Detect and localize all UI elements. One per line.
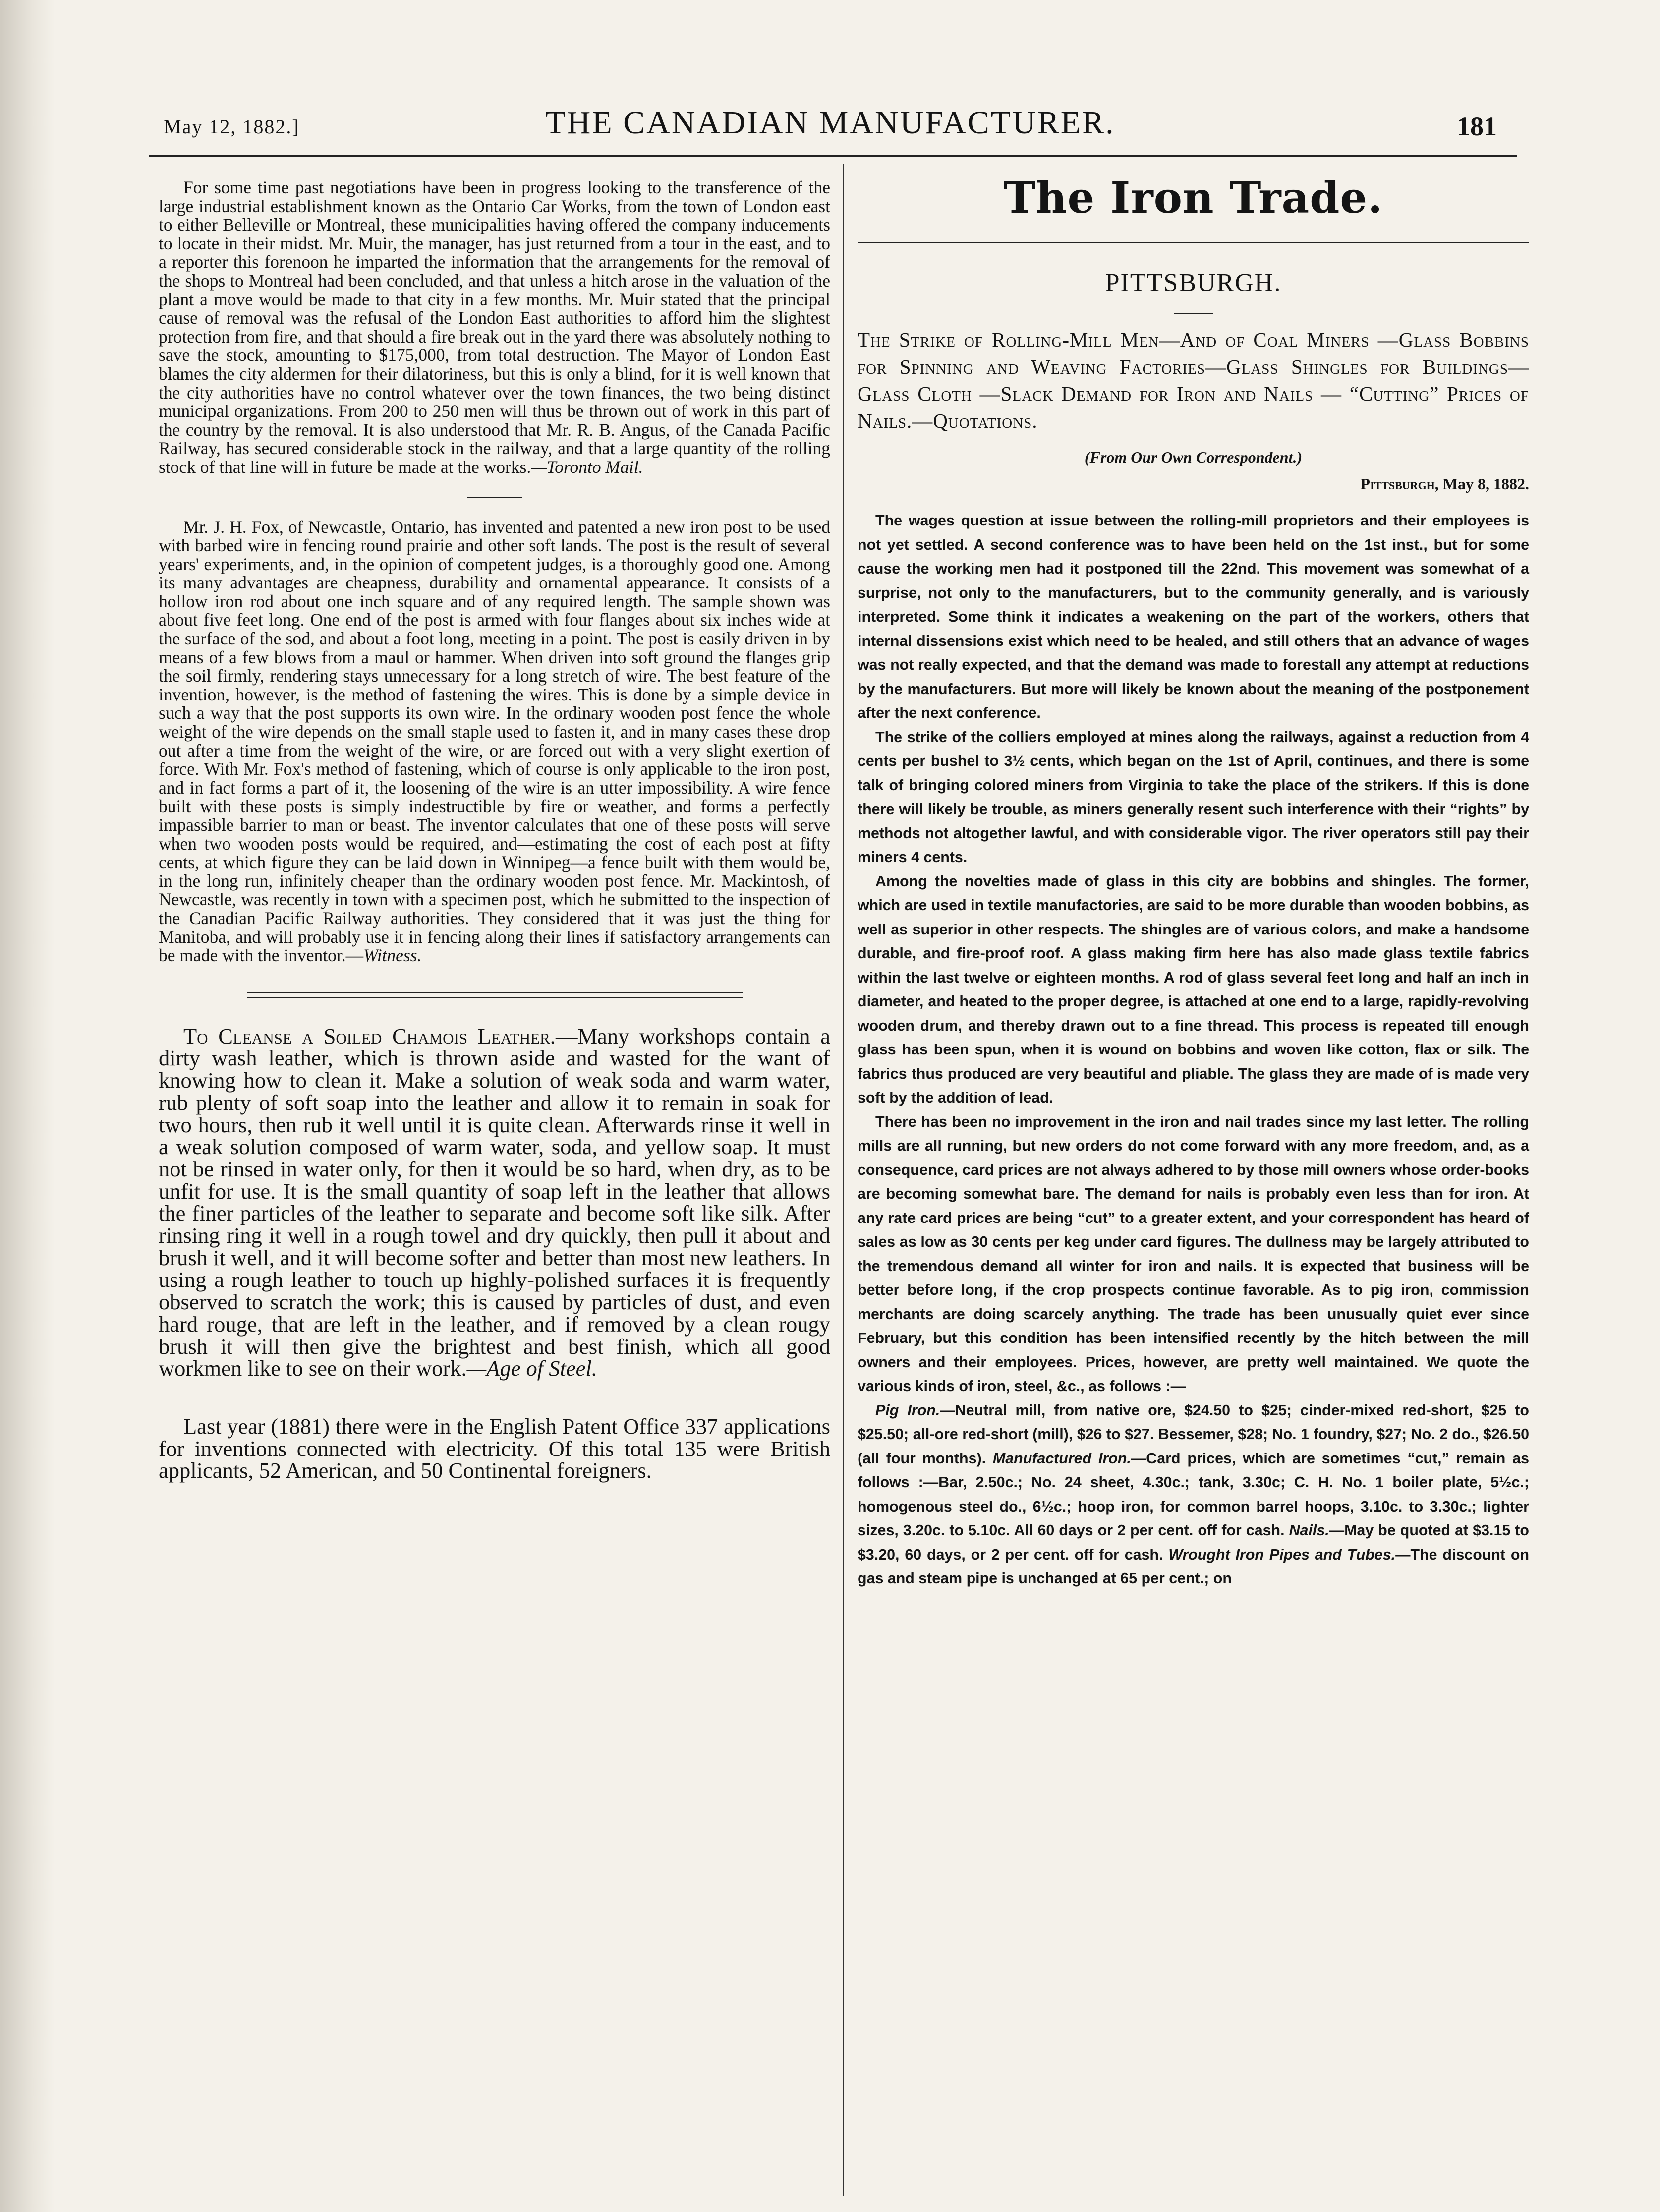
paragraph-iron-nail-trade: There has been no improvement in the iron and nail trades since my last letter. The rolling mills are all running, but new orders do not come forward with any more freedom, and, as a consequence, card prices are not always adhered to by those mill owners whose order-books are becoming somewhat bare. The demand for nails is probably even less than for iron. At any rate card prices are being “cut” to a greater extent, and your correspondent has heard of sales as low as 30 cents per keg under card figures. The dullness may be largely attributed to the tremendous demand all winter for iron and nails. It is expected that business will be better before long, if the crop prospects continue favorable. As to pig iron, commission merchants are doing scarcely anything. The trade has been unusually quiet ever since February, but this condition has been intensified recently by the hitch between the mill owners and their employees. Prices, however, are pretty well maintained. We quote the various kinds of iron, steel, &c., as follows :— [858, 1113, 1529, 1395]
section-rule [858, 242, 1529, 243]
issue-date: May 12, 1882.] [164, 116, 300, 138]
article-iron-post [159, 518, 830, 965]
correspondent-credit: (From Our Own Correspondent.) [1084, 448, 1303, 466]
city-rule [1174, 313, 1213, 314]
header-rule [149, 155, 1517, 157]
article-iron-post-source: Witness. [363, 945, 422, 966]
article-patent-office: Last year (1881) there were in the English Patent Office 337 applications for inventions connected with electricity. Of this total 135 were British applicants, 52 American, and 50 Continental foreigners. [159, 1414, 830, 1483]
pipes-tubes-prices: —The discount on gas and steam pipe is unchanged at 65 per cent.; on [858, 1546, 1530, 1587]
page-number: 181 [1457, 112, 1497, 141]
article-summary: The Strike of Rolling-Mill Men—And of Coal Miners —Glass Bobbins for Spinning and Weaving Factories—Glass Shingles for Buildings—Glass Cloth —Slack Demand for Iron and Nails — “Cutting” Prices of Nails.—Quotations. [858, 328, 1529, 432]
pig-iron-prices: —Neutral mill, from native ore, $24.50 to $25; cinder-mixed red-short, $25 to $25.50; all-ore red-short (mill), $26 to $27. Bessemer, $28; No. 1 foundry, $27; No. 2 do., $26.50 (all four months). [858, 1401, 1529, 1467]
manufactured-iron-prices: —Card prices, which are sometimes “cut,” remain as follows :—Bar, 2.50c.; No. 24 sheet, 4.30c.; tank, 3.30c; C. H. No. 1 boiler plate, 5½c.; homogenous steel do., 6½c.; hoop iron, for common barrel hoops, 3.10c. to 3.30c.; lighter sizes, 3.20c. to 5.10c. All 60 days or 2 per cent. off for cash. [858, 1450, 1530, 1539]
pipes-tubes-label: Wrought Iron Pipes and Tubes. [1168, 1546, 1396, 1563]
scan-edge-shadow [0, 0, 55, 2212]
paragraph-glass-novelties: Among the novelties made of glass in this city are bobbins and shingles. The former, which are used in textile manufactories, are said to be more durable than wooden bobbins, as well as superior in other respects. The shingles are of various colors, and make a handsome durable, and fire-proof roof. A glass making firm here has also made glass textile fabrics within the last twelve or eighteen months. A rod of glass several feet long and half an inch in diameter, and heated to the proper degree, is attached at one end to a large, rapidly-revolving wooden drum, and thereby drawn out to a fine thread. This process is repeated till enough glass has been spun, when it is wound on bobbins and woven like cotton, flax or silk. The fabrics thus produced are very beautiful and pliable. The glass they are made of is made very soft by the addition of lead. [858, 873, 1529, 1106]
dateline [858, 474, 1529, 494]
column-divider [843, 164, 844, 2196]
spacer [159, 1380, 830, 1415]
right-column [858, 169, 1529, 1591]
double-separator-rule [247, 992, 743, 998]
paragraph-wages: The wages question at issue between the rolling-mill proprietors and their employees is not yet settled. A second conference was to have been held on the 1st inst., but for some cause the working men had it postponed till the 22nd. This movement was somewhat of a surprise, not only to the manufacturers, but to the community generally, and is variously interpreted. Some think it indicates a weakening on the part of the workers, others that internal dissensions exist which need to be healed, and still others that an advance of wages was not really expected, and that the demand was made to forestall any attempt at reductions by the manufacturers. But more will likely be known about the meaning of the postponement after the next conference. [858, 512, 1529, 722]
article-chamois-text: —Many workshops contain a dirty wash leather, which is thrown aside and wasted for the want of knowing how to clean it. Make a solution of weak soda and warm water, rub plenty of soft soap into the leather and allow it to remain in soak for two hours, then rub it well until it is quite clean. Afterwards rinse it well in a weak solution composed of warm water, soda, and yellow soap. It must not be rinsed in water only, for then it would be so hard, when dry, as to be unfit for use. It is the small quantity of soap left in the leather that allows the finer particles of the leather to separate and become soft like silk. After rinsing ring it well in a rough towel and dry quickly, then pull it about and brush it well, and it will become softer and better than most new leathers. In using a rough leather to touch up highly-polished surfaces it is frequently observed to scratch the work; this is caused by particles of dust, and even hard rouge, that are left in the leather, and if removed by a clean rougy brush it will then give the brightest and best finish, which all good workmen like to see on their work. [159, 1023, 831, 1381]
article-car-works-text: For some time past negotiations have been in progress looking to the transference of the large industrial establishment known as the Ontario Car Works, from the town of London east to either Belleville or Montreal, these municipalities having offered the company inducements to locate in their midst. Mr. Muir, the manager, has just returned from a tour in the east, and to a reporter this forenoon he imparted the information that the arrangements for the removal of the shops to Montreal had been concluded, and that unless a hitch arose in the valuation of the plant a move would be made to that city in a few months. Mr. Muir stated that the principal cause of removal was the refusal of the London East authorities to afford him the slightest protection from fire, and that should a fire break out in the yard there was absolutely nothing to save the stock, amounting to $175,000, from total destruction. The Mayor of London East blames the city aldermen for their dilatoriness, but this is only a blind, for it is well known that the city authorities have no control whatever over the town finances, the two being distinct municipal organizations. From 200 to 250 men will thus be thrown out of work in this part of the country by the removal. It is also understood that Mr. R. B. Angus, of the Canada Pacific Railway, has secured considerable stock in the railway, and that a large quantity of the rolling stock of that line will in future be made at the works. [159, 177, 830, 477]
separator-rule [467, 497, 522, 498]
manufactured-iron-label: Manufactured Iron. [992, 1450, 1131, 1467]
article-car-works [159, 178, 830, 477]
article-chamois-source: —Age of Steel. [466, 1356, 597, 1381]
running-head [164, 104, 1497, 149]
article-car-works-source: —Toronto Mail. [531, 457, 643, 477]
article-chamois-heading: To Cleanse a Soiled Chamois Leather. [183, 1023, 556, 1048]
dateline-place: Pittsburgh, [1360, 475, 1439, 493]
publication-title: THE CANADIAN MANUFACTURER. [545, 105, 1115, 141]
city-heading: PITTSBURGH. [1105, 269, 1282, 297]
paragraph-colliers-strike: The strike of the colliers employed at mines along the railways, against a reduction from 4 cents per bushel to 3½ cents, which began on the 1st of April, continues, and there is some talk of bringing colored miners from Virginia to take the place of the strikers. If this is done there will likely be trouble, as miners generally resent such interference with their “rights” by methods not altogether lawful, and with considerable vigor. The river operators still pay their miners 4 cents. [858, 728, 1529, 866]
article-chamois-leather [159, 1025, 830, 1380]
section-title: The Iron Trade. [1003, 173, 1383, 223]
nails-label: Nails. [1289, 1522, 1329, 1539]
pig-iron-label: Pig Iron. [875, 1401, 940, 1419]
paragraph-pig-iron [858, 1398, 1529, 1591]
nails-prices: —May be quoted at $3.15 to $3.20, 60 days, or 2 per cent. off for cash. [858, 1522, 1529, 1563]
article-iron-post-text: Mr. J. H. Fox, of Newcastle, Ontario, has invented and patented a new iron post to be used with barbed wire in fencing round prairie and other soft lands. The post is the result of several years' experiments, and, in the opinion of competent judges, is a thoroughly good one. Among its many advantages are cheapness, durability and ornamental appearance. It consists of a hollow iron rod about one inch square and of any required length. The sample shown was about five feet long. One end of the post is armed with four flanges about six inches wide at the surface of the sod, and about a foot long, meeting in a point. The post is easily driven in by means of a few blows from a maul or hammer. When driven into soft ground the flanges grip the soil firmly, rendering stays unnecessary for a long stretch of wire. The best feature of the invention, however, is the method of fastening the wires. This is done by a simple device in such a way that the post supports its own wire. In the ordinary wooden post fence the whole weight of the wire depends on the small staple used to fasten it, and in many cases these drop out after a time from the weight of the wire, or are forced out with a very slight exertion of force. With Mr. Fox's method of fastening, which of course is only applicable to the iron post, and in fact forms a part of it, the loosening of the wire is an utter impossibility. A wire fence built with these posts is simply indestructible by fire or weather, and forms a perfectly impassible barrier to man or beast. The inventor calculates that one of these posts will serve when two wooden posts would be required, and—estimating the cost of each post at fifty cents, at which figure they can be laid down in Winnipeg—a fence built with them would be, in the long run, infinitely cheaper than the ordinary wooden post fence. Mr. Mackintosh, of Newcastle, was recently in town with a specimen post, which he submitted to the inspection of the Canadian Pacific Railway authorities. They considered that it was just the thing for Manitoba, and will probably use it in fencing along their lines if satisfactory arrangements can be made with the inventor.— [159, 517, 830, 966]
dateline-date: May 8, 1882. [1442, 475, 1529, 493]
left-column [159, 178, 830, 1482]
